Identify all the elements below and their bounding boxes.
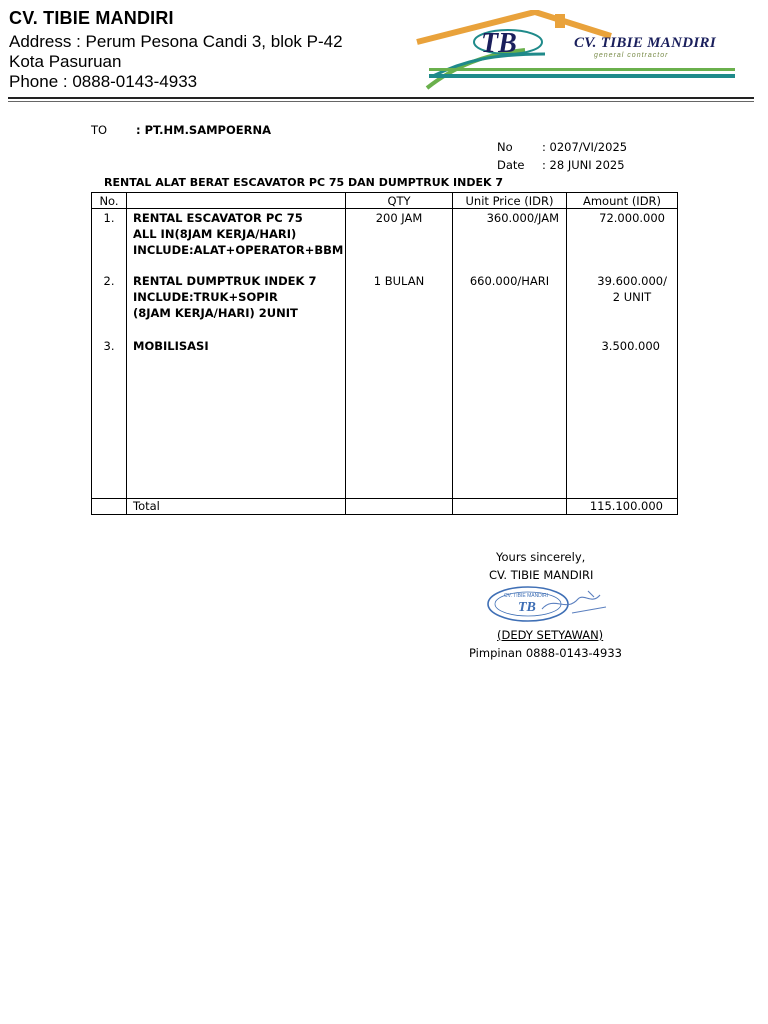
col-header-amount: Amount (IDR) [582, 194, 662, 208]
row-unit-price: 360.000/JAM [486, 211, 559, 225]
header-rule [8, 97, 754, 99]
row-description-line: INCLUDE:ALAT+OPERATOR+BBM [133, 243, 344, 257]
row-description-line: RENTAL ESCAVATOR PC 75 [133, 211, 303, 225]
row-qty: 1 BULAN [373, 274, 425, 288]
company-address: Address : Perum Pesona Candi 3, blok P-42 [9, 32, 343, 51]
signer-title: Pimpinan 0888-0143-4933 [469, 646, 622, 660]
col-header-no: No. [99, 194, 119, 208]
company-name: CV. TIBIE MANDIRI [9, 8, 174, 28]
number-value: : 0207/VI/2025 [542, 140, 628, 154]
to-value: : PT.HM.SAMPOERNA [136, 123, 272, 137]
quotation-table [91, 192, 678, 515]
row-description-line: INCLUDE:TRUK+SOPIR [133, 290, 278, 304]
col-header-qty: QTY [387, 194, 411, 208]
closing-salutation: Yours sincerely, [496, 550, 586, 564]
document-title: RENTAL ALAT BERAT ESCAVATOR PC 75 DAN DUMPTRUK INDEK 7 [104, 176, 503, 189]
company-stamp [484, 583, 614, 625]
stamp-monogram: TB [518, 600, 536, 615]
table-divider [345, 193, 346, 514]
col-header-unit-price: Unit Price (IDR) [465, 194, 554, 208]
row-qty: 200 JAM [375, 211, 423, 225]
row-description-line: ALL IN(8JAM KERJA/HARI) [133, 227, 297, 241]
row-description-line: (8JAM KERJA/HARI) 2UNIT [133, 306, 298, 320]
row-number: 1. [103, 211, 115, 225]
row-amount: 72.000.000 [599, 211, 665, 225]
signer-name: (DEDY SETYAWAN) [497, 628, 604, 642]
row-amount-note: 2 UNIT [612, 290, 652, 304]
row-unit-price: 660.000/HARI [469, 274, 550, 288]
logo-tagline: general contractor [594, 52, 669, 59]
total-value: 115.100.000 [589, 499, 663, 513]
row-number: 3. [103, 339, 115, 353]
table-divider [452, 193, 453, 514]
row-description-line: RENTAL DUMPTRUK INDEK 7 [133, 274, 317, 288]
date-label: Date [497, 158, 525, 172]
company-city: Kota Pasuruan [9, 52, 122, 71]
row-description-line: MOBILISASI [133, 339, 209, 353]
date-value: : 28 JUNI 2025 [542, 158, 625, 172]
row-amount: 3.500.000 [601, 339, 660, 353]
number-label: No [497, 140, 513, 154]
table-divider [126, 193, 127, 514]
row-number: 2. [103, 274, 115, 288]
closing-company: CV. TIBIE MANDIRI [489, 568, 594, 582]
header-rule-thin [8, 101, 754, 102]
total-label: Total [133, 499, 160, 513]
signature-icon [542, 591, 606, 613]
to-label: TO [91, 123, 108, 137]
row-amount: 39.600.000/ [597, 274, 667, 288]
logo-monogram: TB [481, 28, 517, 59]
company-phone: Phone : 0888-0143-4933 [9, 72, 198, 91]
logo-company-name: CV. TIBIE MANDIRI [574, 35, 716, 51]
stamp-text: CV. TIBIE MANDIRI [504, 593, 549, 599]
